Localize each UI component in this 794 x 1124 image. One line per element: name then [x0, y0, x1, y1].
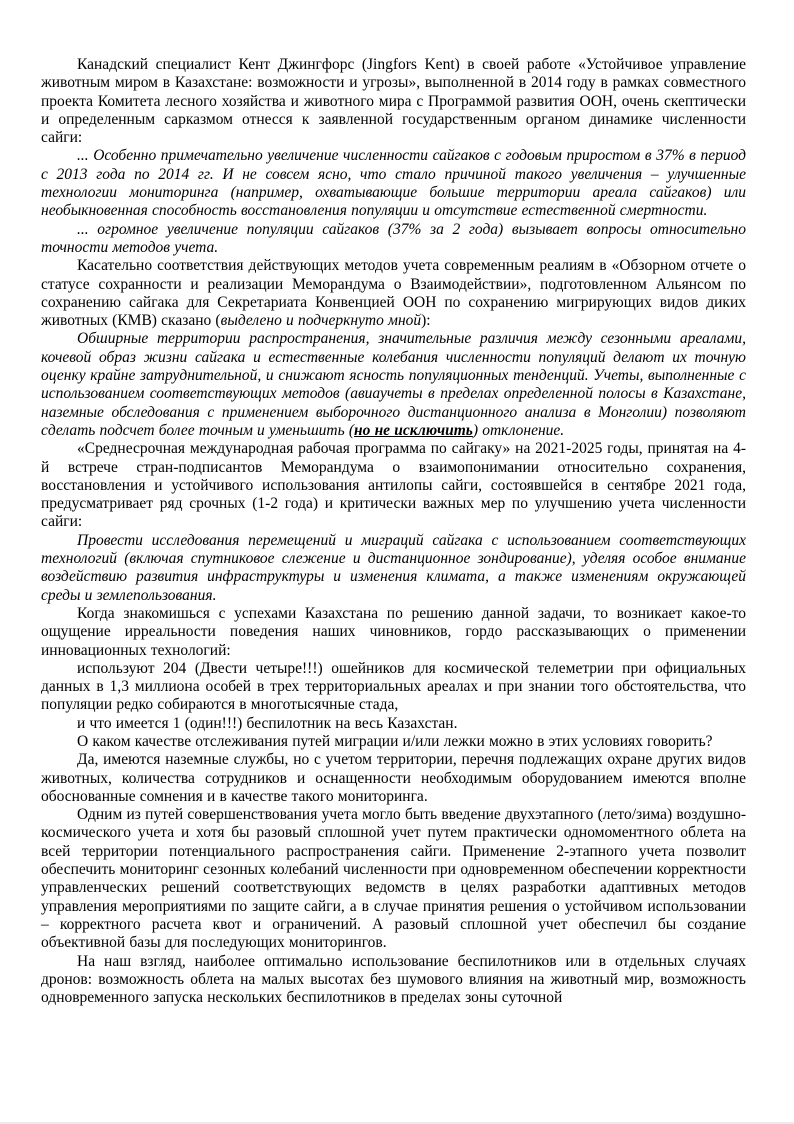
text-segment-normal: и что имеется 1 (один!!!) беспилотник на весь Казахстан.: [77, 714, 458, 732]
text-segment-italic: Провести исследования перемещений и миграций сайгака с использованием соответствующих технологий (включая спутниковое слежение и дистанционное зондирование), уделяя особое внимание воздействию развития инфраструктуры и изменения климата, а также изменениям окружающей среды и землепользования.: [41, 531, 746, 604]
text-segment-normal: О каком качестве отслеживания путей миграции и/или лежки можно в этих условиях говорить?: [77, 732, 713, 750]
quote-report-territories: [41, 330, 746, 440]
text-segment-italic: Обширные территории распространения, значительные различия между сезонными ареалами, кочевой образ жизни сайгака и естественные колебания численности популяций делают их точную оценку крайне затруднительной, и снижают ясность популяционных тенденций. Учеты, выполненные с использованием соответствующих методов (авиаучеты в пределах определенной полосы в Казахстане, наземные обследования с применением выборочного дистанционного анализа в Монголии) позволяют сделать подсчет более точным и уменьшить (: [41, 330, 746, 439]
text-segment-normal: ):: [421, 312, 431, 330]
paragraph-kazakhstan-successes: [41, 605, 746, 660]
text-segment-normal: «Среднесрочная международная рабочая программа по сайгаку» на 2021-2025 годы, принятая на 4-й встрече стран-подписантов Меморандума о взаимопонимании относительно сохранения, восстановления и устойчивого использования антилопы сайги, состоявшейся в сентябре 2021 года, предусматривает ряд срочных (1-2 года) и критически важных мер по улучшению учета численности сайги:: [41, 440, 746, 531]
quote-jingfors-accuracy: [41, 221, 746, 258]
paragraph-memorandum-report: [41, 257, 746, 330]
text-segment-normal: Канадский специалист Кент Джингфорс (Jingfors Kent) в своей работе «Устойчивое управление животным миром в Казахстане: возможности и угрозы», выполненной в 2014 году в рамках совместного проекта Комитета лесного хозяйства и животного мира с Программой развития ООН, очень скептически и определенным сарказмом отнесся к заявленной государственным органом динамике численности сайги:: [41, 56, 746, 147]
paragraph-program-2021-2025: [41, 440, 746, 531]
text-segment-normal: Касательно соответствия действующих методов учета современным реалиям в «Обзорном отчете о статусе сохранности и реализации Меморандума о Взаимодействии», подготовленном Альянсом по сохранению сайгака для Секретариата Конвенцией ООН по сохранению мигрирующих видов диких животных (КМВ) сказано (: [41, 257, 746, 330]
text-segment-bold-underline-italic: но не исключить: [354, 421, 473, 439]
text-segment-italic: ... Особенно примечательно увеличение численности сайгаков с годовым приростом в 37% в период с 2013 года по 2014 гг. И не совсем ясно, что стало причиной такого увеличения – улучшенные технологии мониторинга (например, охватывающие большие территории ареала сайгаков) или необыкновенная способность восстановления популяции и отсутствие естественной смертности.: [41, 147, 746, 220]
text-segment-normal: Да, имеются наземные службы, но с учетом территории, перечня подлежащих охране других видов животных, количества сотрудников и оснащенности необходимым оборудованием имеются вполне обоснованные сомнения и в качестве такого мониторинга.: [41, 751, 746, 805]
paragraph-collars-204: [41, 660, 746, 715]
quote-program-research: [41, 532, 746, 605]
paragraph-quality-question: [41, 733, 746, 751]
quote-jingfors-growth: [41, 147, 746, 220]
text-segment-normal: Когда знакомишься с успехами Казахстана по решению данной задачи, то возникает какое-то ощущение ирреальности поведения наших чиновников, гордо рассказывающих о применении инновационных технологий:: [41, 604, 746, 659]
paragraph-jingfors-intro: [41, 56, 746, 147]
text-segment-normal: На наш взгляд, наиболее оптимально использование беспилотников или в отдельных случаях дронов: возможность облета на малых высотах без шумового влияния на животный мир, возможность одновременного запуска нескольких беспилотников в пределах зоны суточной: [41, 952, 746, 1007]
document-body: [41, 56, 746, 1007]
text-segment-normal: Одним из путей совершенствования учета могло быть введение двухэтапного (лето/зима) воздушно-космического учета и хотя бы разовый сплошной учет путем практически одномоментного облета на всей территории потенциального распространения сайги. Применение 2-этапного учета позволит обеспечить мониторинг сезонных колебаний численности при одновременном обеспечении корректности управленческих решений соответствующих ведомств в целях разработки адаптивных методов управления мероприятиями по защите сайги, а в случае принятия решения о устойчивом использовании – корректного расчета квот и ограничений. А разовый сплошной учет обеспечил бы создание объективной базы для последующих мониторингов.: [41, 806, 746, 952]
text-segment-normal: используют 204 (Двести четыре!!!) ошейников для космической телеметрии при официальных данных в 1,3 миллиона особей в трех территориальных ареалах и при знании того обстоятельства, что популяции редко собираются в многотысячные стада,: [41, 659, 746, 714]
text-segment-italic: ... огромное увеличение популяции сайгаков (37% за 2 года) вызывает вопросы относительно точности методов учета.: [41, 220, 746, 256]
text-segment-italic: выделено и подчеркнуто мной: [220, 312, 422, 330]
paragraph-two-stage-census: [41, 806, 746, 952]
text-segment-italic: ) отклонение.: [472, 421, 565, 439]
paragraph-one-drone: [41, 715, 746, 733]
paragraph-drones-optimal: [41, 953, 746, 1008]
paragraph-ground-services: [41, 751, 746, 806]
